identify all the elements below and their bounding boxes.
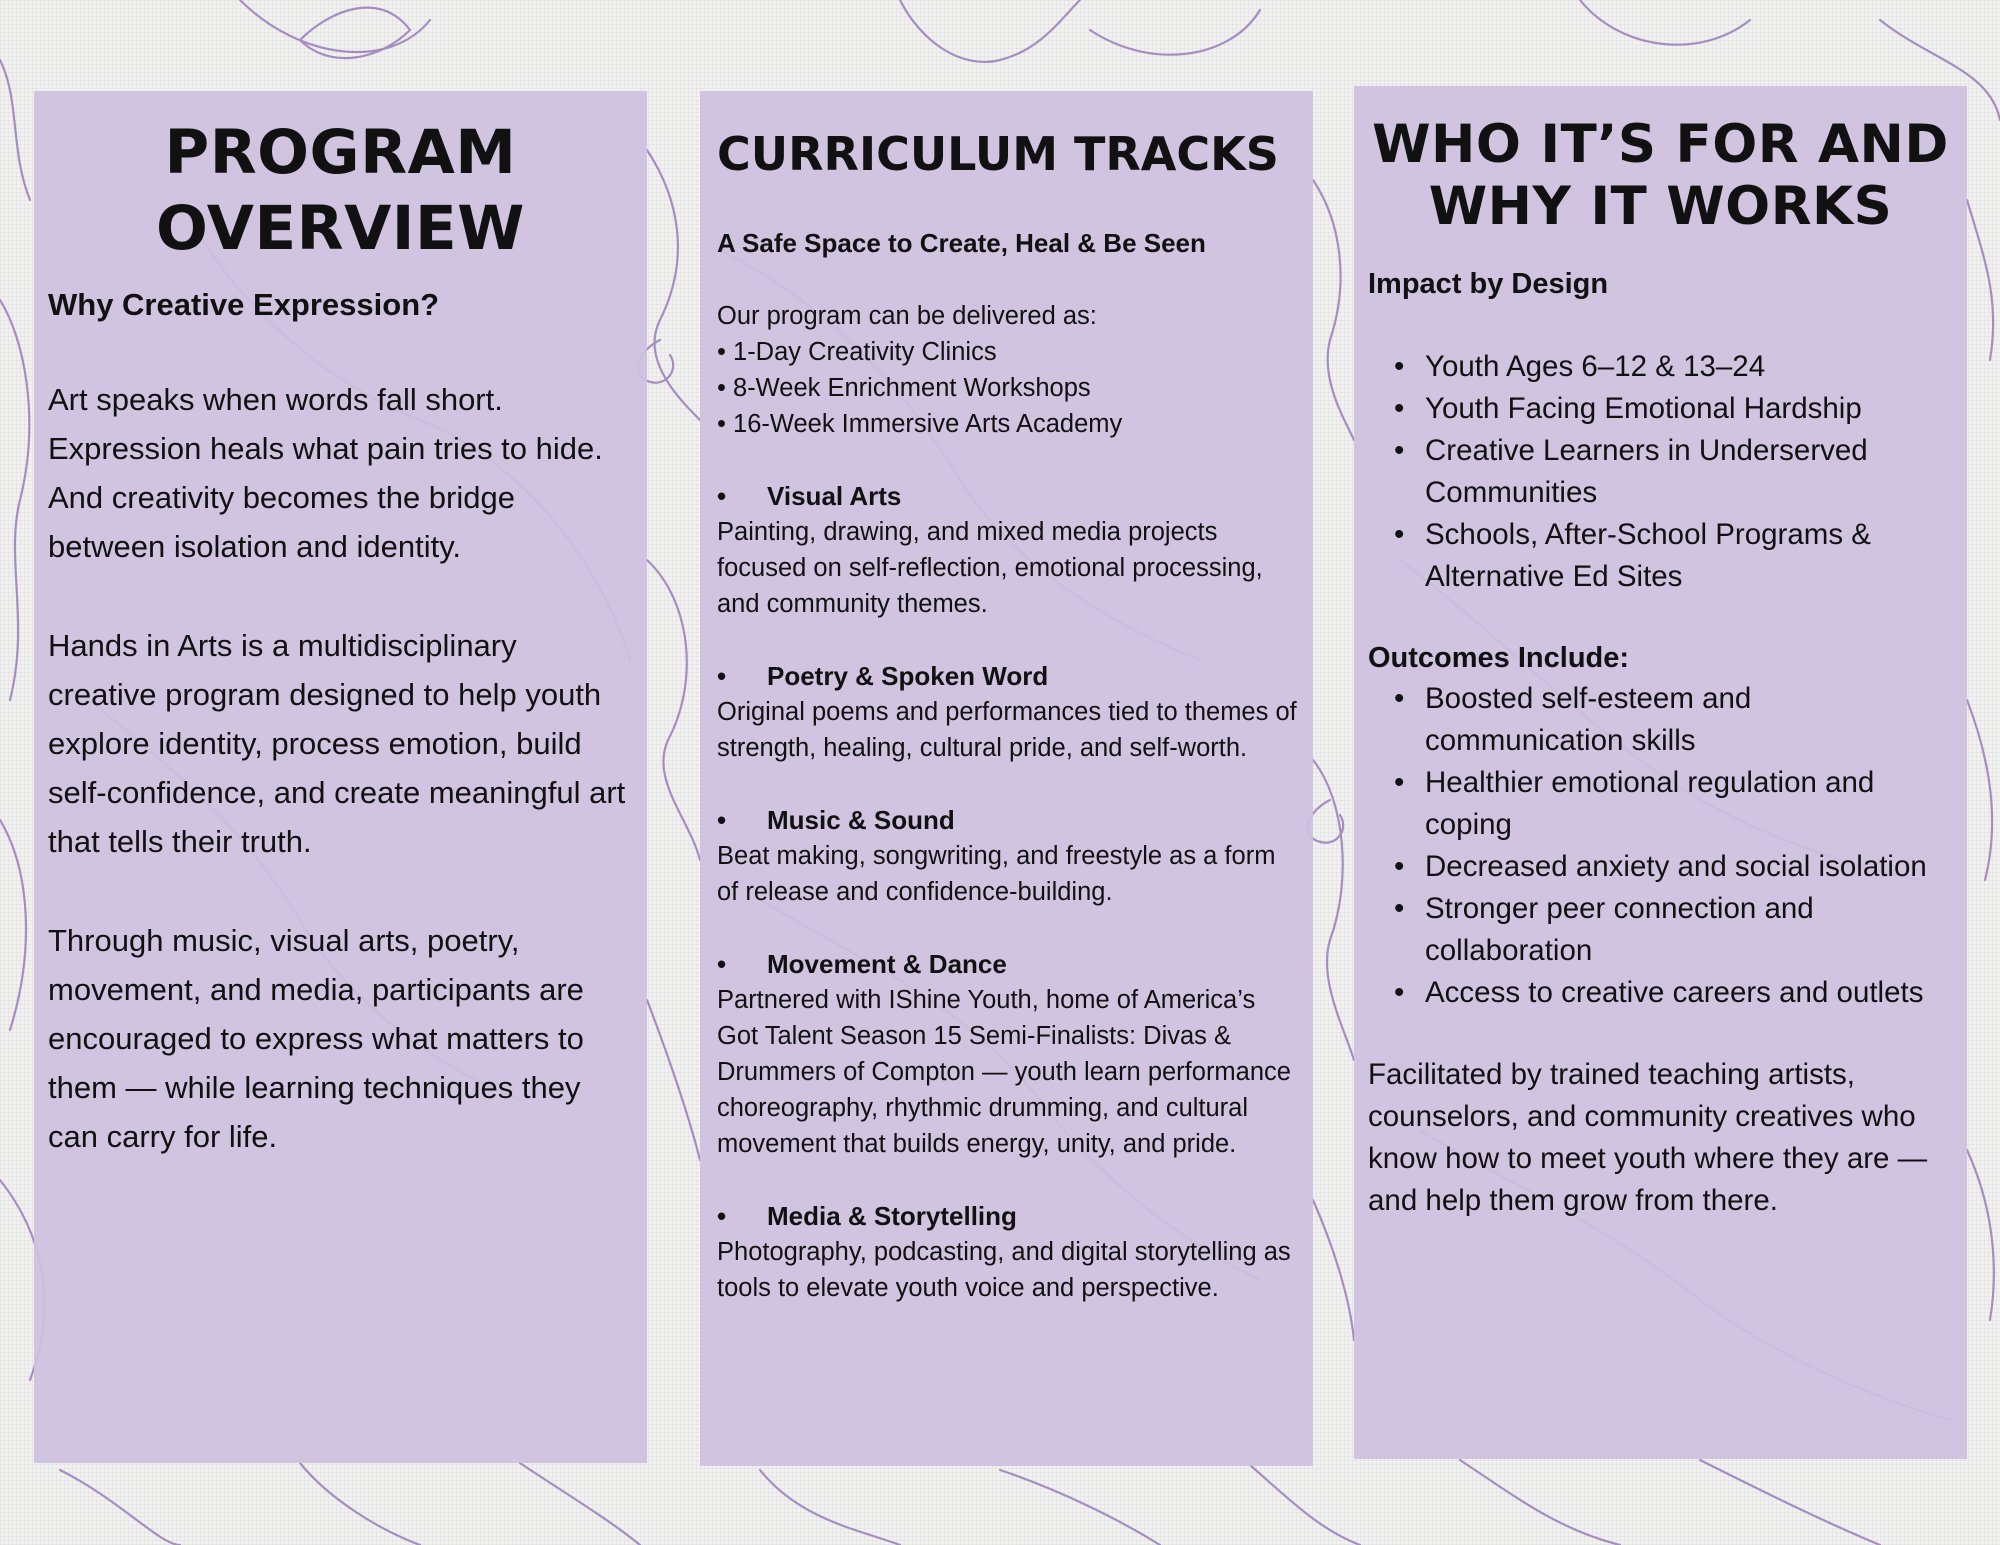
program-overview-panel bbox=[34, 91, 647, 1463]
track-name: Visual Arts bbox=[767, 481, 902, 511]
bullet-icon: • bbox=[1394, 892, 1405, 925]
track-name: Media & Storytelling bbox=[767, 1201, 1017, 1231]
bullet-icon: • bbox=[1394, 518, 1405, 551]
audience-list bbox=[1368, 346, 1953, 598]
list-item: • Healthier emotional regulation and coping bbox=[1368, 762, 1953, 846]
track-name: Music & Sound bbox=[767, 805, 955, 835]
track-media-storytelling bbox=[717, 1198, 1297, 1306]
impact-by-design-heading: Impact by Design bbox=[1368, 268, 1609, 300]
bullet-icon: • bbox=[1394, 850, 1405, 883]
list-item: • Stronger peer connection and collaboration bbox=[1368, 888, 1953, 972]
track-name: Movement & Dance bbox=[767, 949, 1007, 979]
who-its-for-panel bbox=[1354, 86, 1967, 1459]
list-item: • Access to creative careers and outlets bbox=[1368, 972, 1953, 1014]
delivery-format-item: • 16-Week Immersive Arts Academy bbox=[717, 410, 1123, 438]
delivery-formats bbox=[717, 298, 1297, 442]
program-overview-title: PROGRAM OVERVIEW bbox=[156, 117, 525, 264]
track-movement-dance bbox=[717, 946, 1297, 1162]
track-description: Painting, drawing, and mixed media projects focused on self-reflection, emotional processing, and community themes. bbox=[717, 518, 1263, 618]
overview-paragraph: Through music, visual arts, poetry, movement, and media, participants are encouraged to express what matters to them — while learning techniques they can carry for life. bbox=[48, 923, 584, 1154]
bullet-icon: • bbox=[1394, 766, 1405, 799]
delivery-intro-line: Our program can be delivered as: bbox=[717, 302, 1097, 330]
list-item: • Youth Facing Emotional Hardship bbox=[1368, 388, 1953, 430]
bullet-icon: • bbox=[717, 805, 727, 835]
track-description: Partnered with IShine Youth, home of America’s Got Talent Season 15 Semi-Finalists: Divas & Drummers of Compton — youth learn performance choreography, rhythmic drumming, and cultural movement that builds energy, unity, and pride. bbox=[717, 986, 1291, 1158]
track-visual-arts bbox=[717, 478, 1297, 622]
list-item: • Schools, After-School Programs & Alternative Ed Sites bbox=[1368, 514, 1953, 598]
bullet-icon: • bbox=[1394, 682, 1405, 715]
overview-paragraph: Art speaks when words fall short. Expression heals what pain tries to hide. And creativity becomes the bridge between isolation and identity. bbox=[48, 382, 603, 564]
bullet-icon: • bbox=[1394, 392, 1405, 425]
list-item: • Creative Learners in Underserved Communities bbox=[1368, 430, 1953, 514]
why-creative-expression-heading: Why Creative Expression? bbox=[48, 287, 440, 322]
list-item: • Boosted self-esteem and communication skills bbox=[1368, 678, 1953, 762]
facilitators-paragraph: Facilitated by trained teaching artists, counselors, and community creatives who know how to meet youth where they are — and help them grow from there. bbox=[1368, 1058, 1928, 1217]
list-item: • Decreased anxiety and social isolation bbox=[1368, 846, 1953, 888]
track-description: Original poems and performances tied to themes of strength, healing, cultural pride, and self-worth. bbox=[717, 698, 1297, 762]
bullet-icon: • bbox=[717, 1201, 727, 1231]
bullet-icon: • bbox=[1394, 434, 1405, 467]
curriculum-tracks-title: CURRICULUM TRACKS bbox=[717, 127, 1279, 181]
track-description: Beat making, songwriting, and freestyle as a form of release and confidence-building. bbox=[717, 842, 1276, 906]
track-description: Photography, podcasting, and digital storytelling as tools to elevate youth voice and perspective. bbox=[717, 1238, 1291, 1302]
bullet-icon: • bbox=[717, 481, 727, 511]
bullet-icon: • bbox=[717, 661, 727, 691]
bullet-icon: • bbox=[1394, 350, 1405, 383]
overview-paragraph: Hands in Arts is a multidisciplinary creative program designed to help youth explore identity, process emotion, build self-confidence, and create meaningful art that tells their truth. bbox=[48, 628, 626, 859]
outcomes-heading: Outcomes Include: bbox=[1368, 642, 1630, 674]
delivery-format-item: • 1-Day Creativity Clinics bbox=[717, 338, 997, 366]
safe-space-heading: A Safe Space to Create, Heal & Be Seen bbox=[717, 228, 1206, 258]
track-poetry-spoken-word bbox=[717, 658, 1297, 766]
bullet-icon: • bbox=[717, 949, 727, 979]
who-its-for-title: WHO IT’S FOR AND WHY IT WORKS bbox=[1372, 114, 1949, 237]
list-item: • Youth Ages 6–12 & 13–24 bbox=[1368, 346, 1953, 388]
track-name: Poetry & Spoken Word bbox=[767, 661, 1049, 691]
bullet-icon: • bbox=[1394, 976, 1405, 1009]
curriculum-tracks-panel bbox=[700, 91, 1313, 1466]
delivery-format-item: • 8-Week Enrichment Workshops bbox=[717, 374, 1091, 402]
outcomes-list bbox=[1368, 678, 1953, 1014]
track-music-sound bbox=[717, 802, 1297, 910]
